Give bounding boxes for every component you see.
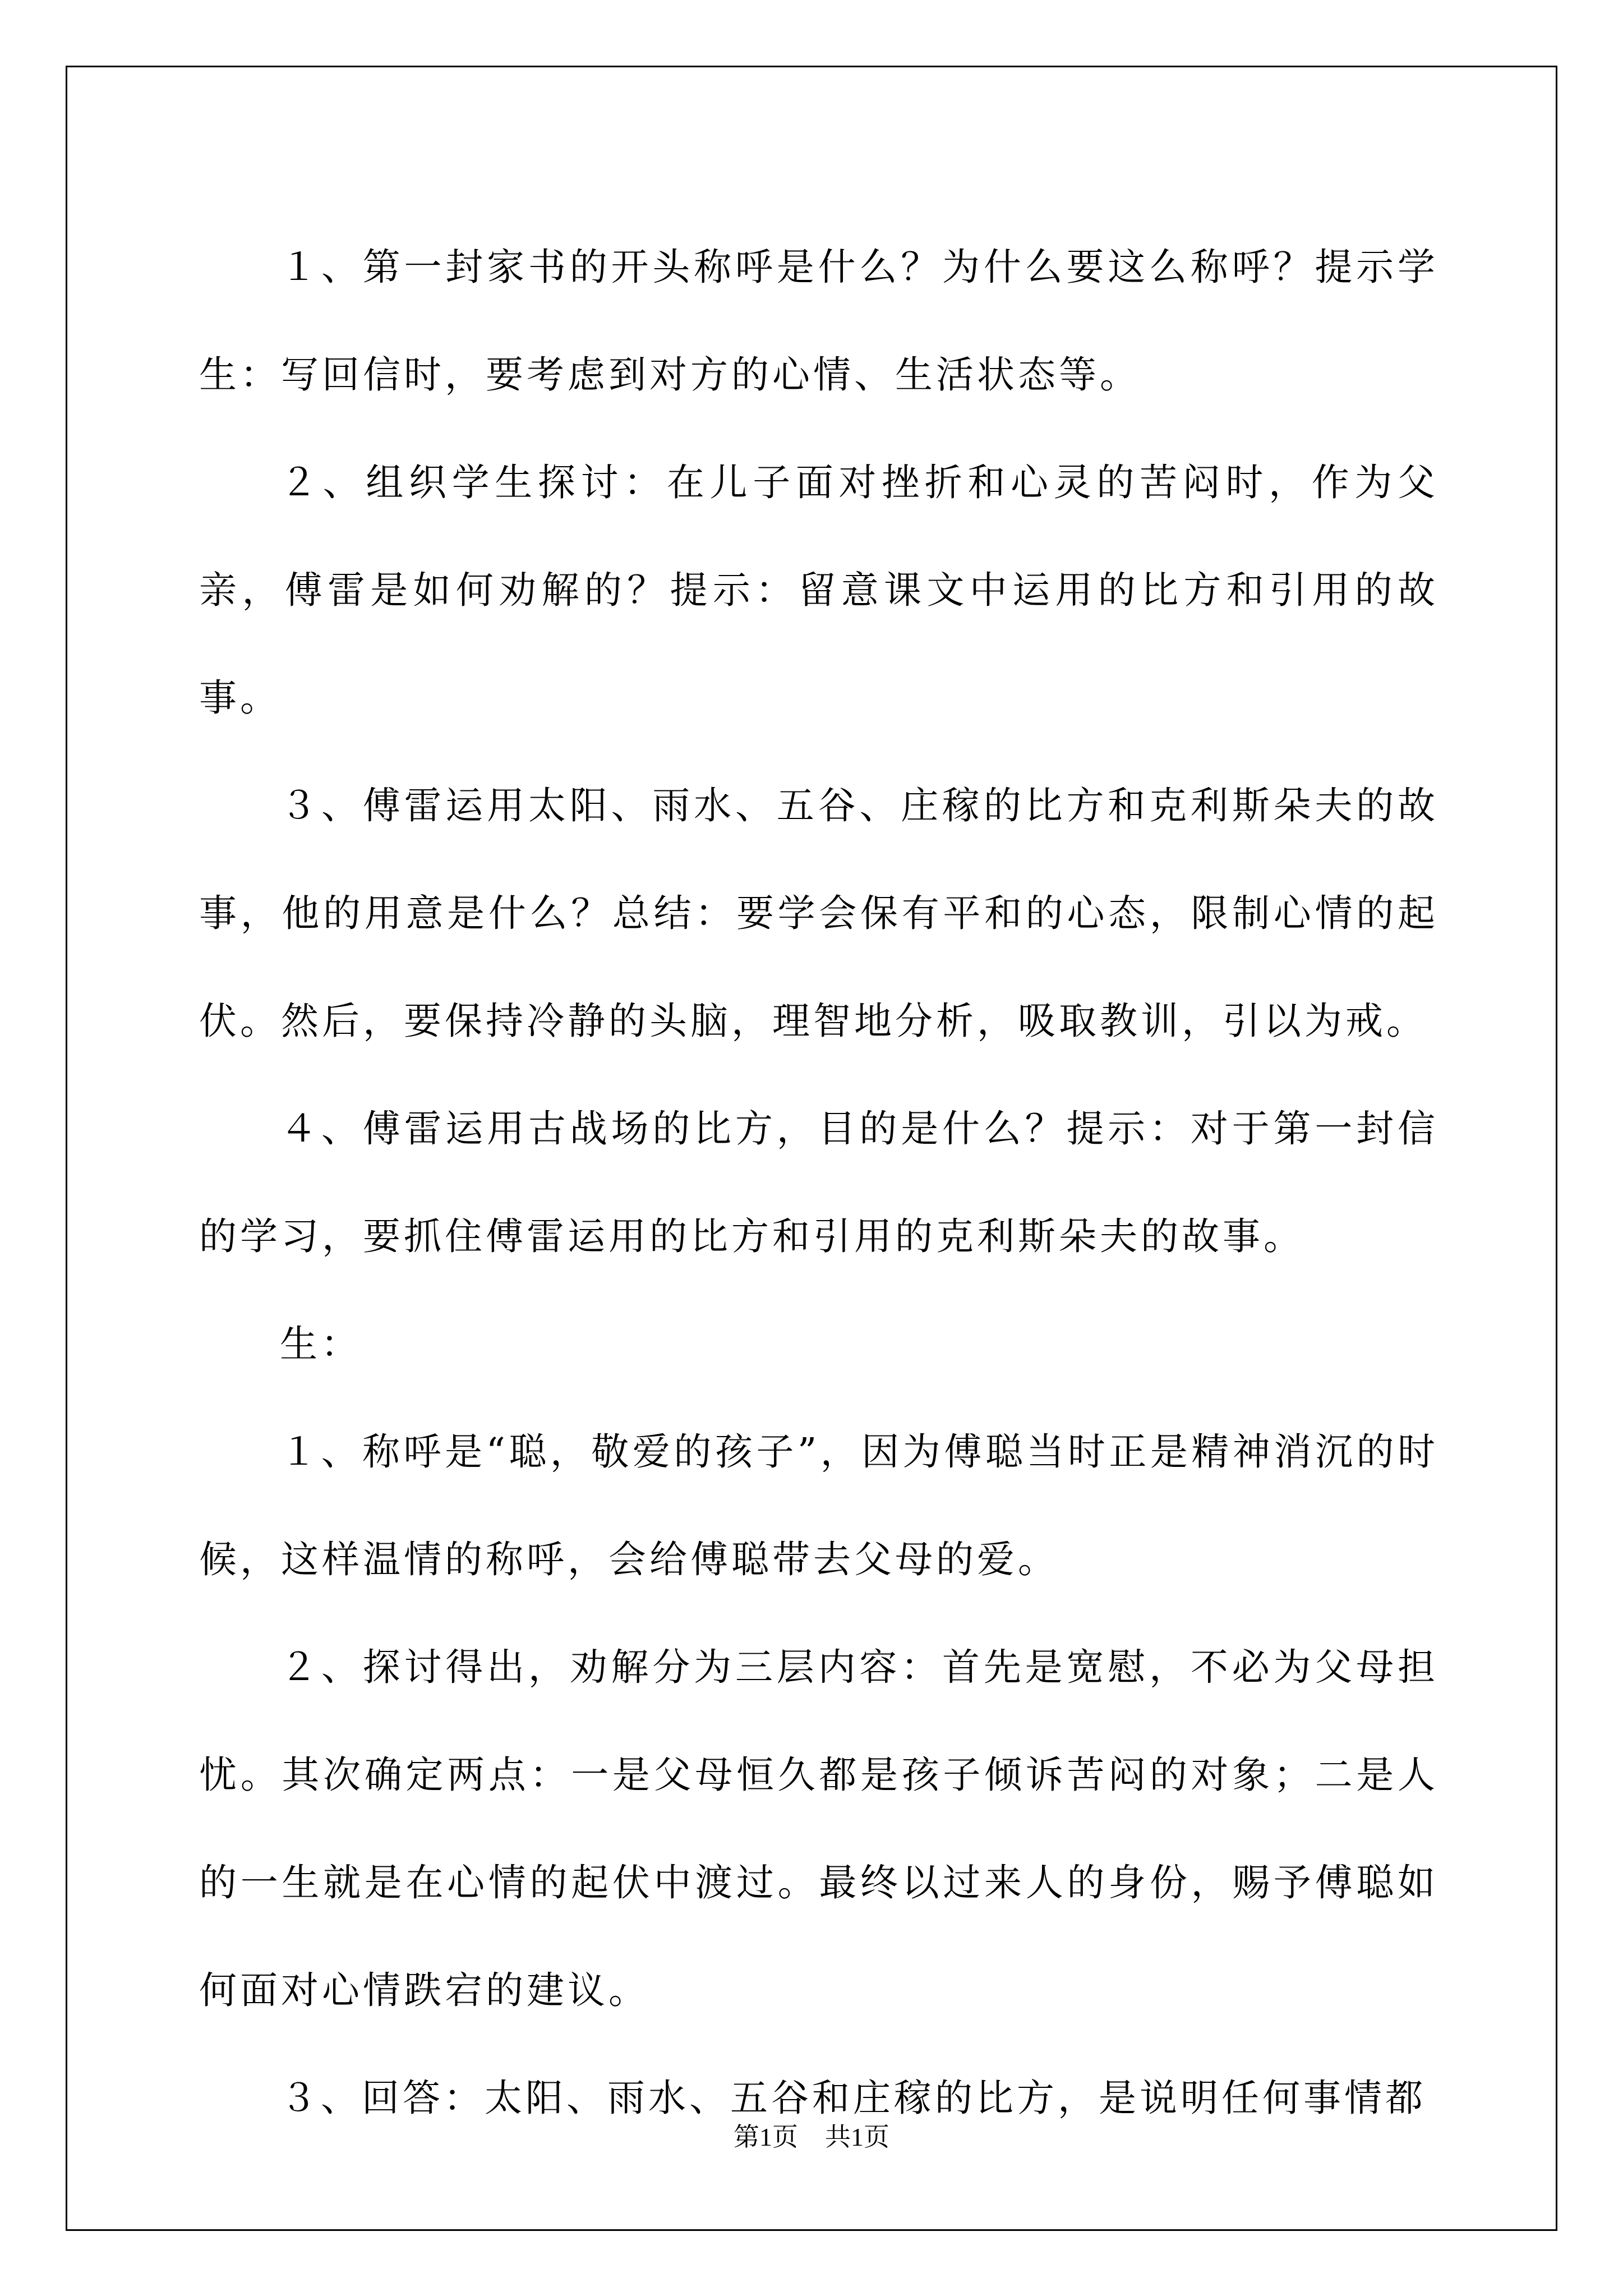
paragraph: １、第一封家书的开头称呼是什么？为什么要这么称呼？提示学生：写回信时，要考虑到对方的心情、生活状态等。: [199, 245, 1438, 397]
page-total: 共1页: [825, 2123, 889, 2151]
paragraph: ３、回答：太阳、雨水、五谷和庄稼的比方，是说明任何事情都: [280, 2076, 1426, 2120]
paragraph: ２、探讨得出，劝解分为三层内容：首先是宽慰，不必为父母担忧。其次确定两点：一是父母恒久都是孩子倾诉苦闷的对象；二是人的一生就是在心情的起伏中渡过。最终以过来人的身份，赐予傅聪如何面对心情跌宕的建议。: [199, 1645, 1438, 2012]
document-body: [199, 213, 1438, 2152]
page-number: 第1页: [734, 2123, 798, 2151]
paragraph: ２、组织学生探讨：在儿子面对挫折和心灵的苦闷时，作为父亲，傅雷是如何劝解的？提示：留意课文中运用的比方和引用的故事。: [199, 461, 1438, 720]
paragraph: １、称呼是“聪，敬爱的孩子”，因为傅聪当时正是精神消沉的时候，这样温情的称呼，会给傅聪带去父母的爱。: [199, 1430, 1438, 1581]
paragraph: ３、傅雷运用太阳、雨水、五谷、庄稼的比方和克利斯朵夫的故事，他的用意是什么？总结：要学会保有平和的心态，限制心情的起伏。然后，要保持冷静的头脑，理智地分析，吸取教训，引以为戒。: [199, 784, 1438, 1043]
page-footer: [0, 2120, 1623, 2154]
paragraph: ４、傅雷运用古战场的比方，目的是什么？提示：对于第一封信的学习，要抓住傅雷运用的比方和引用的克利斯朵夫的故事。: [199, 1107, 1438, 1258]
paragraph: 生：: [280, 1322, 362, 1366]
